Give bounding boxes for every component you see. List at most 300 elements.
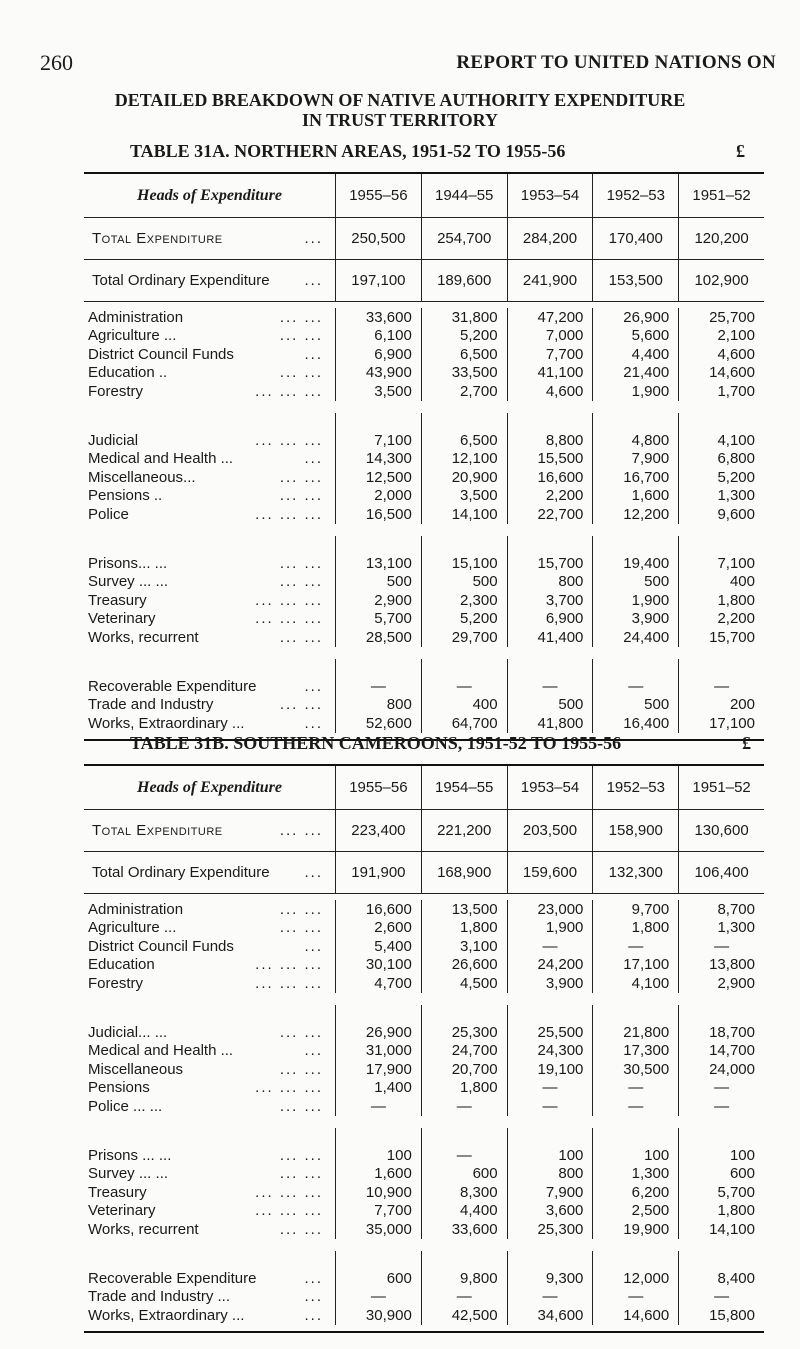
table-row xyxy=(84,487,764,506)
leader-dots: ... ... xyxy=(279,628,323,646)
value-cell: 30,900 xyxy=(335,1306,421,1325)
row-label-text: Veterinary xyxy=(88,1202,156,1220)
spacer-cell xyxy=(592,1128,678,1147)
row-label xyxy=(84,974,335,993)
leader-dots: ... xyxy=(304,1042,323,1060)
spacer-cell xyxy=(84,659,335,678)
value-cell: 13,100 xyxy=(335,554,421,573)
row-label-text: Miscellaneous... xyxy=(88,468,196,486)
leader-dots: ... ... ... xyxy=(255,1183,323,1201)
value-cell: 170,400 xyxy=(592,218,678,259)
value-cell: 26,600 xyxy=(421,956,507,975)
value-cell: — xyxy=(592,1079,678,1098)
value-cell: 5,700 xyxy=(335,610,421,629)
row-label xyxy=(84,431,335,450)
value-cell: 25,500 xyxy=(507,1023,593,1042)
row-label-text: District Council Funds xyxy=(88,345,234,363)
leader-dots: ... ... xyxy=(279,468,323,486)
value-cell: 24,300 xyxy=(507,1042,593,1061)
value-cell: 102,900 xyxy=(678,260,764,301)
spacer-cell xyxy=(678,1251,764,1270)
value-cell: — xyxy=(592,1288,678,1307)
page-number: 260 xyxy=(40,50,73,75)
row-label xyxy=(84,1042,335,1061)
value-cell: 153,500 xyxy=(592,260,678,301)
value-cell: — xyxy=(335,1097,421,1116)
spacer-cell xyxy=(421,659,507,678)
value-cell: 15,700 xyxy=(678,628,764,647)
value-cell: 7,100 xyxy=(678,554,764,573)
value-cell: 3,600 xyxy=(507,1202,593,1221)
leader-dots: ... xyxy=(304,1306,323,1324)
leader-dots: ... ... ... xyxy=(255,956,323,974)
value-cell: 197,100 xyxy=(335,260,421,301)
value-cell: 203,500 xyxy=(507,810,593,851)
value-cell: 7,000 xyxy=(507,327,593,346)
row-label-text: Trade and Industry xyxy=(88,696,214,714)
value-cell: 4,500 xyxy=(421,974,507,993)
document-title-line2: IN TRUST TERRITORY xyxy=(301,110,499,130)
value-cell: 1,600 xyxy=(335,1165,421,1184)
table-header-row xyxy=(84,174,764,218)
leader-dots: ... xyxy=(304,1269,323,1287)
value-cell: 6,500 xyxy=(421,431,507,450)
value-cell: 159,600 xyxy=(507,852,593,893)
value-cell: 16,500 xyxy=(335,505,421,524)
value-cell: 500 xyxy=(507,696,593,715)
leader-dots: ... ... xyxy=(279,1023,323,1041)
value-cell: 158,900 xyxy=(592,810,678,851)
leader-dots: ... xyxy=(304,937,323,955)
value-cell: 2,500 xyxy=(592,1202,678,1221)
value-cell: 284,200 xyxy=(507,218,593,259)
value-cell: 3,900 xyxy=(507,974,593,993)
row-label-text: Works, recurrent xyxy=(88,628,199,646)
value-cell: 9,700 xyxy=(592,900,678,919)
spacer-cell xyxy=(421,1251,507,1270)
value-cell: 33,500 xyxy=(421,364,507,383)
spacer-cell xyxy=(421,1005,507,1024)
row-label-text: Recoverable Expenditure xyxy=(88,1269,257,1287)
value-cell: 22,700 xyxy=(507,505,593,524)
value-cell: 254,700 xyxy=(421,218,507,259)
table-row xyxy=(84,1288,764,1307)
value-cell: 30,100 xyxy=(335,956,421,975)
value-cell: 12,100 xyxy=(421,450,507,469)
row-label xyxy=(84,937,335,956)
spacer-cell xyxy=(84,1251,335,1270)
value-cell: 25,700 xyxy=(678,308,764,327)
value-cell: 7,700 xyxy=(507,345,593,364)
value-cell: 52,600 xyxy=(335,714,421,733)
value-cell: 168,900 xyxy=(421,852,507,893)
value-cell: 15,100 xyxy=(421,554,507,573)
value-cell: 16,600 xyxy=(507,468,593,487)
row-label xyxy=(84,1269,335,1288)
spacer-cell xyxy=(335,1251,421,1270)
value-cell: 4,600 xyxy=(678,345,764,364)
table-row xyxy=(84,431,764,450)
value-cell: 9,300 xyxy=(507,1269,593,1288)
leader-dots: ... xyxy=(304,272,323,289)
row-label-text: Pensions .. xyxy=(88,487,163,505)
row-label-text: Education .. xyxy=(88,364,168,382)
row-label-text: Survey ... ... xyxy=(88,1165,169,1183)
value-cell: 19,400 xyxy=(592,554,678,573)
table-row xyxy=(84,1183,764,1202)
value-cell: 189,600 xyxy=(421,260,507,301)
value-cell: 7,900 xyxy=(507,1183,593,1202)
row-label xyxy=(84,308,335,327)
detail-group xyxy=(84,999,764,1122)
value-cell: — xyxy=(421,1288,507,1307)
value-cell: 9,800 xyxy=(421,1269,507,1288)
row-label-text: Total Expenditure xyxy=(92,230,223,247)
table-row xyxy=(84,919,764,938)
table-row xyxy=(84,1202,764,1221)
value-cell: 106,400 xyxy=(678,852,764,893)
row-label xyxy=(84,1183,335,1202)
row-label xyxy=(84,1202,335,1221)
value-cell: 1,300 xyxy=(592,1165,678,1184)
leader-dots: ... ... ... xyxy=(255,591,323,609)
value-cell: 500 xyxy=(421,573,507,592)
value-cell: 21,800 xyxy=(592,1023,678,1042)
value-cell: 100 xyxy=(678,1146,764,1165)
spacer-cell xyxy=(592,413,678,432)
leader-dots: ... ... xyxy=(279,364,323,382)
value-cell: 14,100 xyxy=(421,505,507,524)
detail-group xyxy=(84,302,764,407)
value-cell: 600 xyxy=(678,1165,764,1184)
value-cell: 1,900 xyxy=(592,591,678,610)
column-header-year: 1954–55 xyxy=(421,766,507,809)
detail-group xyxy=(84,530,764,653)
row-label-text: Miscellaneous xyxy=(88,1060,184,1078)
group-spacer xyxy=(84,659,764,678)
value-cell: — xyxy=(678,1097,764,1116)
leader-dots: ... ... xyxy=(279,573,323,591)
table-row xyxy=(84,1042,764,1061)
value-cell: 6,800 xyxy=(678,450,764,469)
value-cell: 25,300 xyxy=(421,1023,507,1042)
column-header-year: 1952–53 xyxy=(592,766,678,809)
total-expenditure-row xyxy=(84,810,764,852)
spacer-cell xyxy=(421,1128,507,1147)
value-cell: 17,300 xyxy=(592,1042,678,1061)
table-row xyxy=(84,1079,764,1098)
spacer-cell xyxy=(335,1128,421,1147)
value-cell: 4,600 xyxy=(507,382,593,401)
value-cell: 1,600 xyxy=(592,487,678,506)
row-label xyxy=(84,364,335,383)
row-label-text: Total Expenditure xyxy=(92,822,223,839)
row-label xyxy=(84,696,335,715)
leader-dots: ... ... ... xyxy=(255,382,323,400)
table-row xyxy=(84,1146,764,1165)
leader-dots: ... ... ... xyxy=(255,1079,323,1097)
value-cell: 26,900 xyxy=(592,308,678,327)
value-cell: 8,700 xyxy=(678,900,764,919)
row-label-text: Forestry xyxy=(88,382,144,400)
value-cell: 2,700 xyxy=(421,382,507,401)
row-label xyxy=(84,1288,335,1307)
value-cell: 43,900 xyxy=(335,364,421,383)
value-cell: 16,600 xyxy=(335,900,421,919)
table-row xyxy=(84,382,764,401)
value-cell: — xyxy=(678,1288,764,1307)
table-row xyxy=(84,327,764,346)
value-cell: 1,700 xyxy=(678,382,764,401)
table-row xyxy=(84,974,764,993)
value-cell: 41,100 xyxy=(507,364,593,383)
total-expenditure-row xyxy=(84,218,764,260)
spacer-cell xyxy=(84,1005,335,1024)
leader-dots: ... ... ... xyxy=(255,610,323,628)
leader-dots: ... xyxy=(304,677,323,695)
value-cell: — xyxy=(592,937,678,956)
leader-dots: ... ... xyxy=(279,696,323,714)
row-label-text: Administration xyxy=(88,900,184,918)
table-row xyxy=(84,1306,764,1325)
spacer-cell xyxy=(84,413,335,432)
value-cell: 64,700 xyxy=(421,714,507,733)
value-cell: 25,300 xyxy=(507,1220,593,1239)
row-label-text: Police ... ... xyxy=(88,1097,163,1115)
table-row xyxy=(84,554,764,573)
row-label xyxy=(84,714,335,733)
value-cell: 17,900 xyxy=(335,1060,421,1079)
value-cell: 26,900 xyxy=(335,1023,421,1042)
row-label-text: Works, Extraordinary ... xyxy=(88,714,245,732)
spacer-cell xyxy=(335,413,421,432)
table-row xyxy=(84,573,764,592)
spacer-cell xyxy=(421,536,507,555)
row-label-text: Prisons ... ... xyxy=(88,1146,172,1164)
value-cell: 1,900 xyxy=(507,919,593,938)
value-cell: — xyxy=(507,1079,593,1098)
column-header-year: 1951–52 xyxy=(678,766,764,809)
table-row xyxy=(84,345,764,364)
value-cell: 4,700 xyxy=(335,974,421,993)
value-cell: 33,600 xyxy=(335,308,421,327)
spacer-cell xyxy=(592,659,678,678)
spacer-cell xyxy=(507,1005,593,1024)
row-label-text: Treasury xyxy=(88,1183,147,1201)
value-cell: — xyxy=(421,677,507,696)
spacer-cell xyxy=(678,1005,764,1024)
value-cell: 14,600 xyxy=(592,1306,678,1325)
value-cell: 200 xyxy=(678,696,764,715)
value-cell: 16,700 xyxy=(592,468,678,487)
value-cell: — xyxy=(592,1097,678,1116)
leader-dots: ... ... xyxy=(279,327,323,345)
row-label xyxy=(84,610,335,629)
leader-dots: ... ... ... xyxy=(255,431,323,449)
value-cell: 4,400 xyxy=(421,1202,507,1221)
value-cell: 41,800 xyxy=(507,714,593,733)
leader-dots: ... xyxy=(304,864,323,881)
value-cell: 241,900 xyxy=(507,260,593,301)
value-cell: 223,400 xyxy=(335,810,421,851)
table-row xyxy=(84,308,764,327)
detail-group xyxy=(84,1245,764,1331)
value-cell: 5,200 xyxy=(421,327,507,346)
row-label-text: Administration xyxy=(88,308,184,326)
table-row xyxy=(84,1220,764,1239)
detail-body xyxy=(84,302,764,739)
table-row xyxy=(84,628,764,647)
leader-dots: ... ... xyxy=(279,1060,323,1078)
value-cell: 4,100 xyxy=(678,431,764,450)
value-cell: 21,400 xyxy=(592,364,678,383)
value-cell: 5,400 xyxy=(335,937,421,956)
value-cell: 1,400 xyxy=(335,1079,421,1098)
leader-dots: ... xyxy=(304,450,323,468)
spacer-cell xyxy=(335,1005,421,1024)
value-cell: 4,800 xyxy=(592,431,678,450)
group-spacer xyxy=(84,1251,764,1270)
value-cell: 19,100 xyxy=(507,1060,593,1079)
table-row xyxy=(84,1269,764,1288)
detail-group xyxy=(84,653,764,739)
value-cell: 1,800 xyxy=(421,919,507,938)
value-cell: 24,200 xyxy=(507,956,593,975)
value-cell: 13,800 xyxy=(678,956,764,975)
value-cell: — xyxy=(335,677,421,696)
table-a-currency: £ xyxy=(736,141,745,161)
value-cell: 33,600 xyxy=(421,1220,507,1239)
column-header-heads: Heads of Expenditure xyxy=(137,778,282,796)
column-header-year: 1955–56 xyxy=(335,174,421,217)
value-cell: — xyxy=(678,937,764,956)
row-label-text: Agriculture ... xyxy=(88,919,177,937)
group-spacer xyxy=(84,536,764,555)
column-header-year: 1951–52 xyxy=(678,174,764,217)
row-label xyxy=(84,468,335,487)
row-label-text: Judicial xyxy=(88,431,139,449)
value-cell: 13,500 xyxy=(421,900,507,919)
table-row xyxy=(84,677,764,696)
value-cell: 2,900 xyxy=(678,974,764,993)
row-label xyxy=(84,345,335,364)
value-cell: 1,900 xyxy=(592,382,678,401)
value-cell: 24,400 xyxy=(592,628,678,647)
leader-dots: ... xyxy=(304,230,323,247)
value-cell: 16,400 xyxy=(592,714,678,733)
row-label xyxy=(84,260,335,301)
value-cell: — xyxy=(507,1097,593,1116)
value-cell: 12,200 xyxy=(592,505,678,524)
value-cell: 20,900 xyxy=(421,468,507,487)
value-cell: 6,500 xyxy=(421,345,507,364)
table-row xyxy=(84,900,764,919)
row-label xyxy=(84,591,335,610)
row-label xyxy=(84,919,335,938)
spacer-cell xyxy=(421,413,507,432)
row-label-text: Works, Extraordinary ... xyxy=(88,1306,245,1324)
table-row xyxy=(84,1060,764,1079)
column-header-year: 1944–55 xyxy=(421,174,507,217)
value-cell: 5,200 xyxy=(678,468,764,487)
leader-dots: ... ... xyxy=(279,1165,323,1183)
row-label xyxy=(84,1079,335,1098)
leader-dots: ... ... xyxy=(279,900,323,918)
table-row xyxy=(84,1023,764,1042)
value-cell: — xyxy=(507,677,593,696)
value-cell: 17,100 xyxy=(592,956,678,975)
value-cell: 400 xyxy=(421,696,507,715)
value-cell: — xyxy=(335,1288,421,1307)
row-label xyxy=(84,1060,335,1079)
value-cell: 14,100 xyxy=(678,1220,764,1239)
value-cell: 12,500 xyxy=(335,468,421,487)
value-cell: 1,800 xyxy=(592,919,678,938)
spacer-cell xyxy=(678,1128,764,1147)
table-row xyxy=(84,956,764,975)
value-cell: 2,200 xyxy=(678,610,764,629)
leader-dots: ... ... xyxy=(279,1097,323,1115)
column-header-year: 1952–53 xyxy=(592,174,678,217)
row-label-text: Judicial... ... xyxy=(88,1023,168,1041)
row-label xyxy=(84,218,335,259)
document-title-line1: DETAILED BREAKDOWN OF NATIVE AUTHORITY EXPENDITURE xyxy=(114,90,686,110)
value-cell: 47,200 xyxy=(507,308,593,327)
value-cell: 100 xyxy=(592,1146,678,1165)
value-cell: 191,900 xyxy=(335,852,421,893)
value-cell: 29,700 xyxy=(421,628,507,647)
row-label xyxy=(84,1306,335,1325)
value-cell: 4,100 xyxy=(592,974,678,993)
row-label-text: Veterinary xyxy=(88,610,156,628)
leader-dots: ... ... xyxy=(279,308,323,326)
value-cell: 6,900 xyxy=(335,345,421,364)
value-cell: 100 xyxy=(507,1146,593,1165)
row-label xyxy=(84,956,335,975)
row-label-text: Prisons... ... xyxy=(88,554,168,572)
table-row xyxy=(84,591,764,610)
row-label-text: Agriculture ... xyxy=(88,327,177,345)
value-cell: 15,700 xyxy=(507,554,593,573)
value-cell: 2,100 xyxy=(678,327,764,346)
row-label-text: Total Ordinary Expenditure xyxy=(92,272,270,289)
value-cell: 34,600 xyxy=(507,1306,593,1325)
leader-dots: ... xyxy=(304,1288,323,1306)
value-cell: — xyxy=(507,1288,593,1307)
row-label-text: Treasury xyxy=(88,591,147,609)
table-b xyxy=(84,764,764,1333)
row-label xyxy=(84,852,335,893)
row-label xyxy=(84,450,335,469)
page-header xyxy=(0,50,800,80)
row-label xyxy=(84,1023,335,1042)
value-cell: 41,400 xyxy=(507,628,593,647)
row-label-text: Survey ... ... xyxy=(88,573,169,591)
spacer-cell xyxy=(592,1005,678,1024)
leader-dots: ... ... xyxy=(279,554,323,572)
value-cell: — xyxy=(507,937,593,956)
value-cell: 15,500 xyxy=(507,450,593,469)
table-row xyxy=(84,364,764,383)
value-cell: — xyxy=(592,677,678,696)
detail-group xyxy=(84,407,764,530)
spacer-cell xyxy=(678,413,764,432)
value-cell: 4,400 xyxy=(592,345,678,364)
spacer-cell xyxy=(678,659,764,678)
row-label-text: Trade and Industry ... xyxy=(88,1288,231,1306)
value-cell: 30,500 xyxy=(592,1060,678,1079)
row-label-text: Medical and Health ... xyxy=(88,450,234,468)
